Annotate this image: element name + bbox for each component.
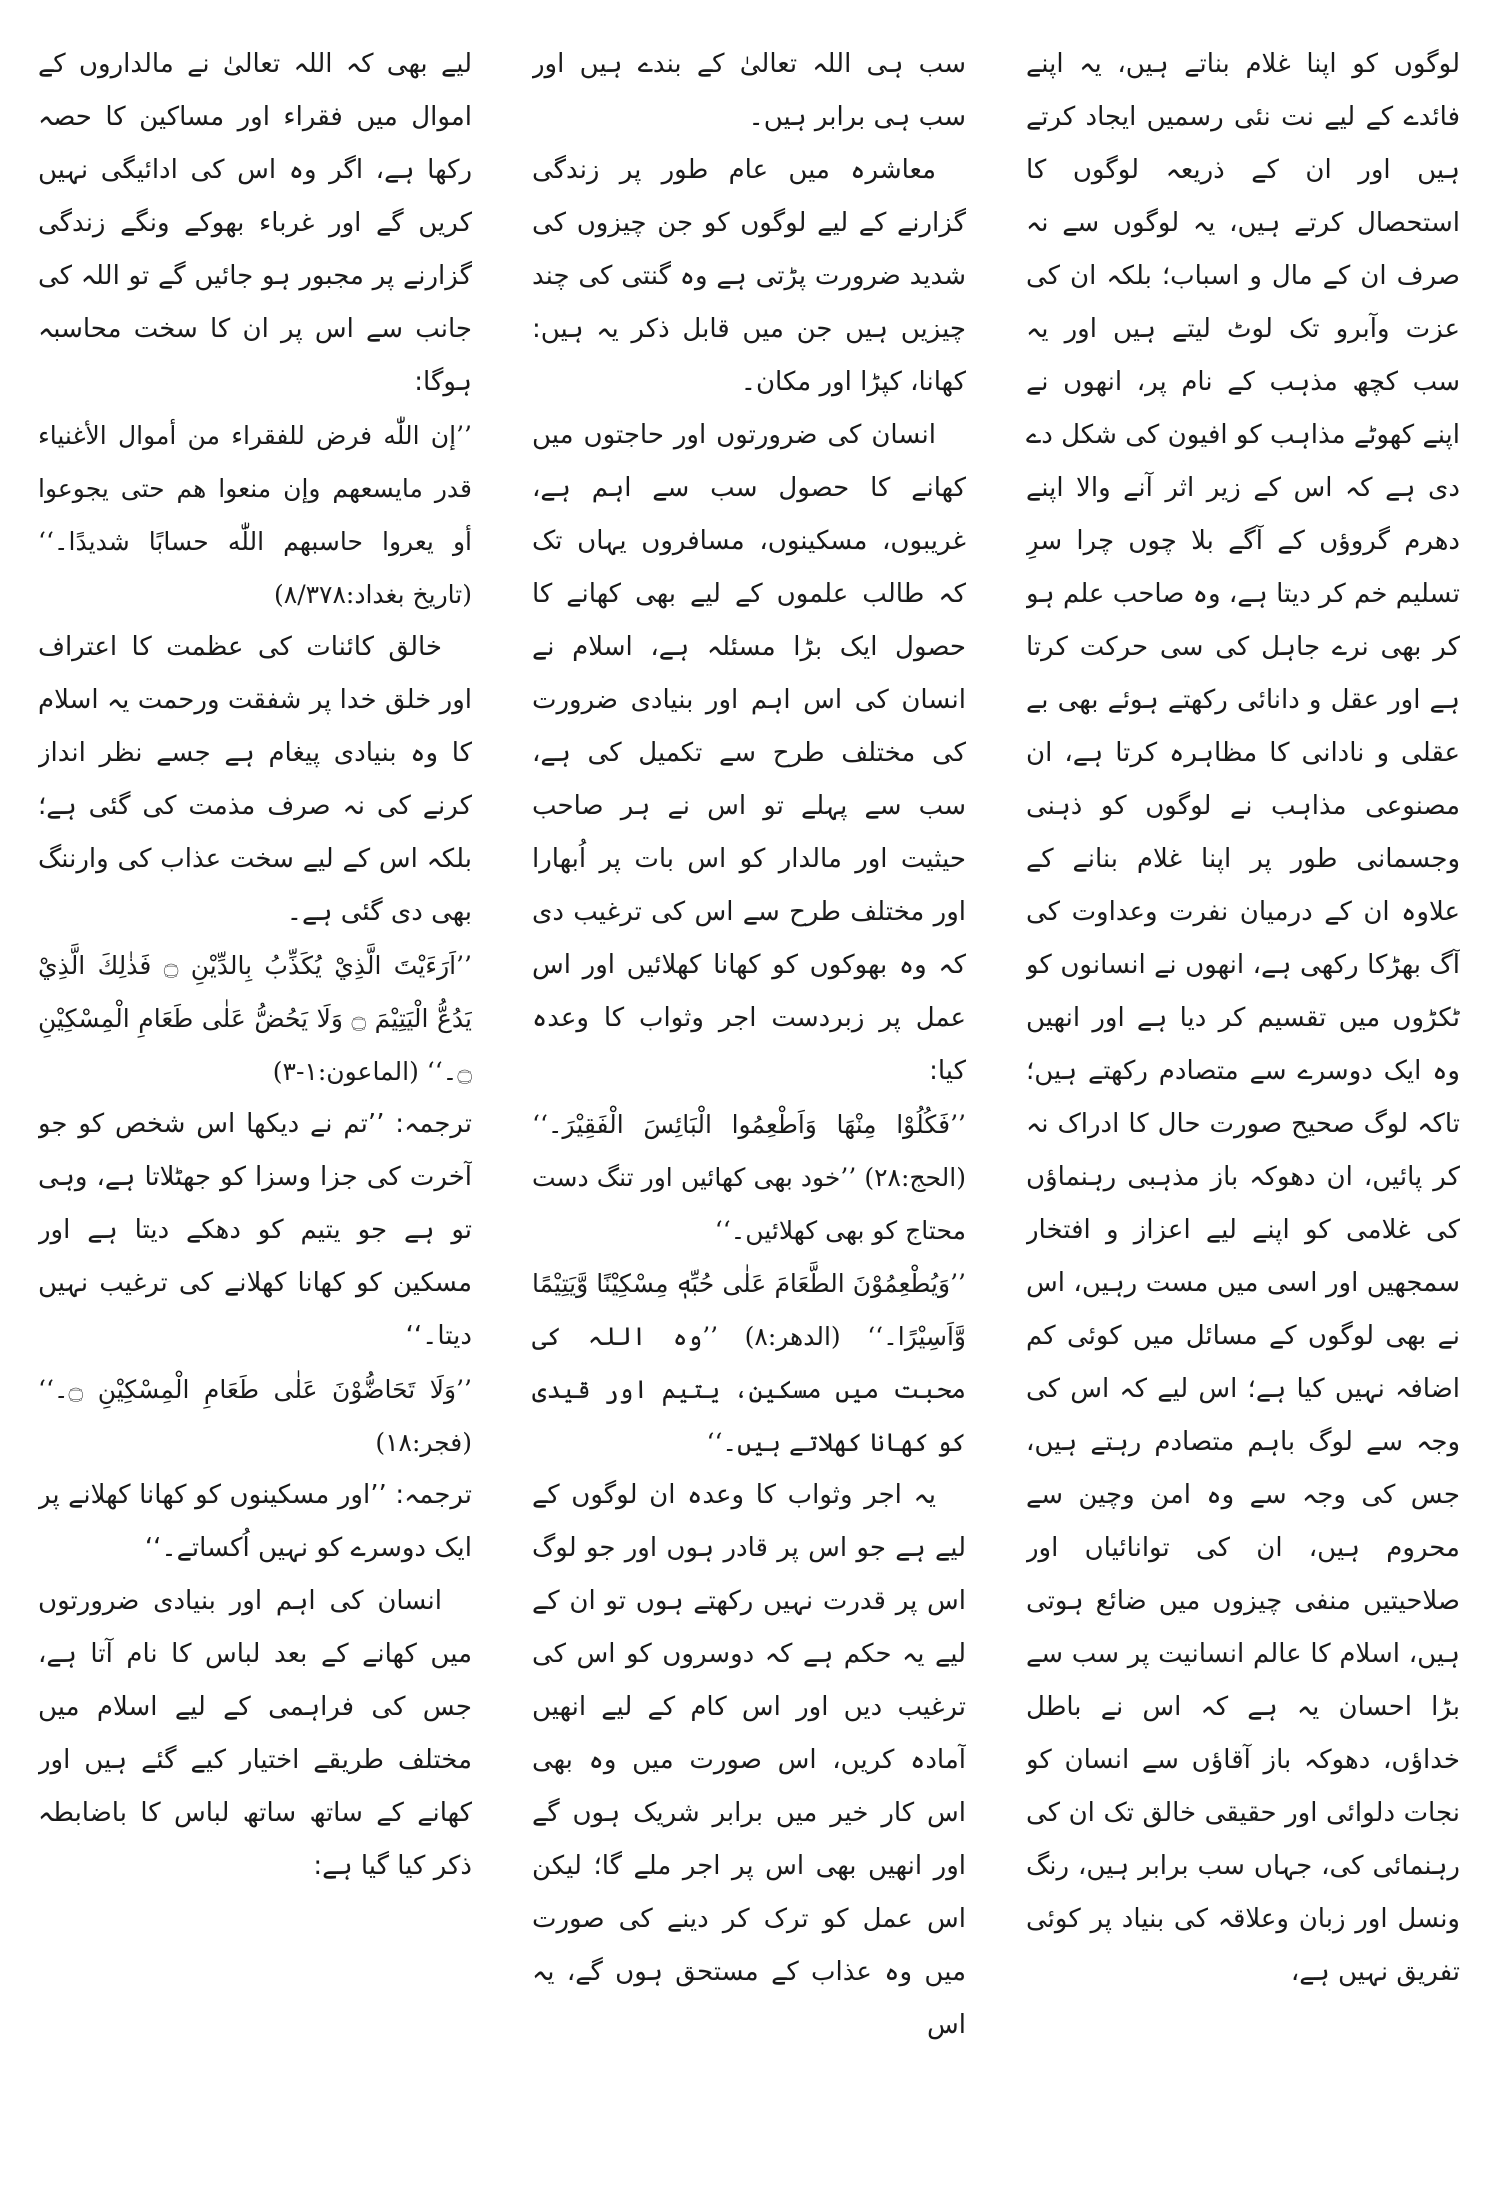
text-column-1 [1026, 38, 1460, 2170]
paragraph: انسان کی ضرورتوں اور حاجتوں میں کھانے کا حصول سب سے اہم ہے، غریبوں، مسکینوں، مسافروں یہاں تک کہ طالب علموں کے لیے بھی کھانے کا حصول ایک بڑا مسئلہ ہے، اسلام نے انسان کی اس اہم اور بنیادی ضرورت کی مختلف طرح سے تکمیل کی ہے، سب سے پہلے تو اس نے ہر صاحب حیثیت اور مالدار کو اس بات پر اُبھارا اور مختلف طرح سے اس کی ترغیب دی کہ وہ بھوکوں کو کھانا کھلائیں اور اس عمل پر زبردست اجر وثواب کا وعدہ کیا: [532, 420, 966, 1086]
paragraph: معاشرہ میں عام طور پر زندگی گزارنے کے لیے لوگوں کو جن چیزوں کی شدید ضرورت پڑتی ہے وہ گنتی کی چند چیزیں ہیں جن میں قابل ذکر یہ ہیں: کھانا، کپڑا اور مکان۔ [532, 155, 966, 397]
arabic-quote: ’’فَكُلُوْا مِنْهَا وَاَطْعِمُوا الْبَائِسَ الْفَقِيْرَ۔‘‘ (الحج:۲۸) ’’خود بھی کھائیں اور تنگ دست محتاج کو بھی کھلائیں۔‘‘ [532, 1110, 966, 1245]
paragraph: ترجمہ: ’’تم نے دیکھا اس شخص کو جو آخرت کی جزا وسزا کو جھٹلاتا ہے، وہی تو ہے جو یتیم کو دھکے دیتا ہے اور مسکین کو کھانا کھلانے کی ترغیب نہیں دیتا۔‘‘ [38, 1109, 472, 1351]
paragraph: انسان کی اہم اور بنیادی ضرورتوں میں کھانے کے بعد لباس کا نام آتا ہے، جس کی فراہمی کے لیے اسلام میں مختلف طریقے اختیار کیے گئے ہیں اور کھانے کے ساتھ ساتھ لباس کا باضابطہ ذکر کیا گیا ہے: [38, 1586, 472, 1881]
arabic-quote: ’’وَلَا تَحَاضُّوْنَ عَلٰى طَعَامِ الْمِسْكِيْنِ ۝۔‘‘ (فجر:۱۸) [38, 1375, 472, 1457]
paragraph: ترجمہ: ’’اور مسکینوں کو کھانا کھلانے پر ایک دوسرے کو نہیں اُکساتے۔‘‘ [38, 1480, 472, 1563]
paragraph: لیے بھی کہ اللہ تعالیٰ نے مالداروں کے اموال میں فقراء اور مساکین کا حصہ رکھا ہے، اگر وہ اس کی ادائیگی نہیں کریں گے اور غرباء بھوکے ونگے زندگی گزارنے پر مجبور ہو جائیں گے تو اللہ کی جانب سے اس پر ان کا سخت محاسبہ ہوگا: [38, 49, 472, 397]
arabic-quote: ’’إن اللّٰه فرض للفقراء من أموال الأغنياء قدر مايسعهم وإن منعوا هم حتى يجوعوا أو يعروا حاسبهم اللّٰه حسابًا شديدًا۔‘‘ (تاریخ بغداد:۸/۳۷۸) [38, 421, 472, 609]
text-column-3 [38, 38, 472, 2170]
arabic-quote: ’’وَيُطْعِمُوْنَ الطَّعَامَ عَلٰى حُبِّهٖ مِسْكِيْنًا وَّيَتِيْمًا وَّاَسِيْرًا۔‘‘ (الدھر:۸) ’’وہ اللہ کی محبت میں مسکین، یتیم اور قیدی کو کھانا کھلاتے ہیں۔‘‘ [532, 1269, 966, 1457]
paragraph: یہ اجر وثواب کا وعدہ ان لوگوں کے لیے ہے جو اس پر قادر ہوں اور جو لوگ اس پر قدرت نہیں رکھتے ہوں تو ان کے لیے یہ حکم ہے کہ دوسروں کو اس کی ترغیب دیں اور اس کام کے لیے انھیں آمادہ کریں، اس صورت میں وہ بھی اس کار خیر میں برابر شریک ہوں گے اور انھیں بھی اس پر اجر ملے گا؛ لیکن اس عمل کو ترک کر دینے کی صورت میں وہ عذاب کے مستحق ہوں گے، یہ اس [532, 1480, 966, 2040]
paragraph: سب ہی اللہ تعالیٰ کے بندے ہیں اور سب ہی برابر ہیں۔ [532, 49, 966, 132]
paragraph: خالق کائنات کی عظمت کا اعتراف اور خلق خدا پر شفقت ورحمت یہ اسلام کا وہ بنیادی پیغام ہے جسے نظر انداز کرنے کی نہ صرف مذمت کی گئی ہے؛ بلکہ اس کے لیے سخت عذاب کی وارننگ بھی دی گئی ہے۔ [38, 632, 472, 927]
paragraph: لوگوں کو اپنا غلام بناتے ہیں، یہ اپنے فائدے کے لیے نت نئی رسمیں ایجاد کرتے ہیں اور ان کے ذریعہ لوگوں کا استحصال کرتے ہیں، یہ لوگوں سے نہ صرف ان کے مال و اسباب؛ بلکہ ان کی عزت وآبرو تک لوٹ لیتے ہیں اور یہ سب کچھ مذہب کے نام پر، انھوں نے اپنے کھوٹے مذاہب کو افیون کی شکل دے دی ہے کہ اس کے زیر اثر آنے والا اپنے دھرم گروؤں کے آگے بلا چوں چرا سرِ تسلیم خم کر دیتا ہے، وہ صاحب علم ہو کر بھی نرے جاہل کی سی حرکت کرتا ہے اور عقل و دانائی رکھتے ہوئے بھی بے عقلی و نادانی کا مظاہرہ کرتا ہے، ان مصنوعی مذاہب نے لوگوں کو ذہنی وجسمانی طور پر اپنا غلام بنانے کے علاوہ ان کے درمیان نفرت وعداوت کی آگ بھڑکا رکھی ہے، انھوں نے انسانوں کو ٹکڑوں میں تقسیم کر دیا ہے اور انھیں وہ ایک دوسرے سے متصادم رکھتے ہیں؛ تاکہ لوگ صحیح صورت حال کا ادراک نہ کر پائیں، ان دھوکہ باز مذہبی رہنماؤں کی غلامی کو اپنے لیے اعزاز و افتخار سمجھیں اور اسی میں مست رہیں، اس نے بھی لوگوں کے مسائل میں کوئی کم اضافہ نہیں کیا ہے؛ اس لیے کہ اس کی وجہ سے لوگ باہم متصادم رہتے ہیں، جس کی وجہ سے وہ امن وچین سے محروم ہیں، ان کی توانائیاں اور صلاحیتیں منفی چیزوں میں ضائع ہوتی ہیں، اسلام کا عالم انسانیت پر سب سے بڑا احسان یہ ہے کہ اس نے باطل خداؤں، دھوکہ باز آقاؤں سے انسان کو نجات دلوائی اور حقیقی خالق تک ان کی رہنمائی کی، جہاں سب برابر ہیں، رنگ ونسل اور زبان وعلاقہ کی بنیاد پر کوئی تفریق نہیں ہے، [1026, 49, 1460, 1987]
text-column-2 [532, 38, 966, 2170]
arabic-quote: ’’اَرَءَيْتَ الَّذِيْ يُكَذِّبُ بِالدِّيْنِ ۝ فَذٰلِكَ الَّذِيْ يَدُعُّ الْيَتِيْمَ ۝ وَلَا يَحُضُّ عَلٰى طَعَامِ الْمِسْكِيْنِ ۝۔‘‘ (الماعون:۱-۳) [38, 951, 472, 1086]
